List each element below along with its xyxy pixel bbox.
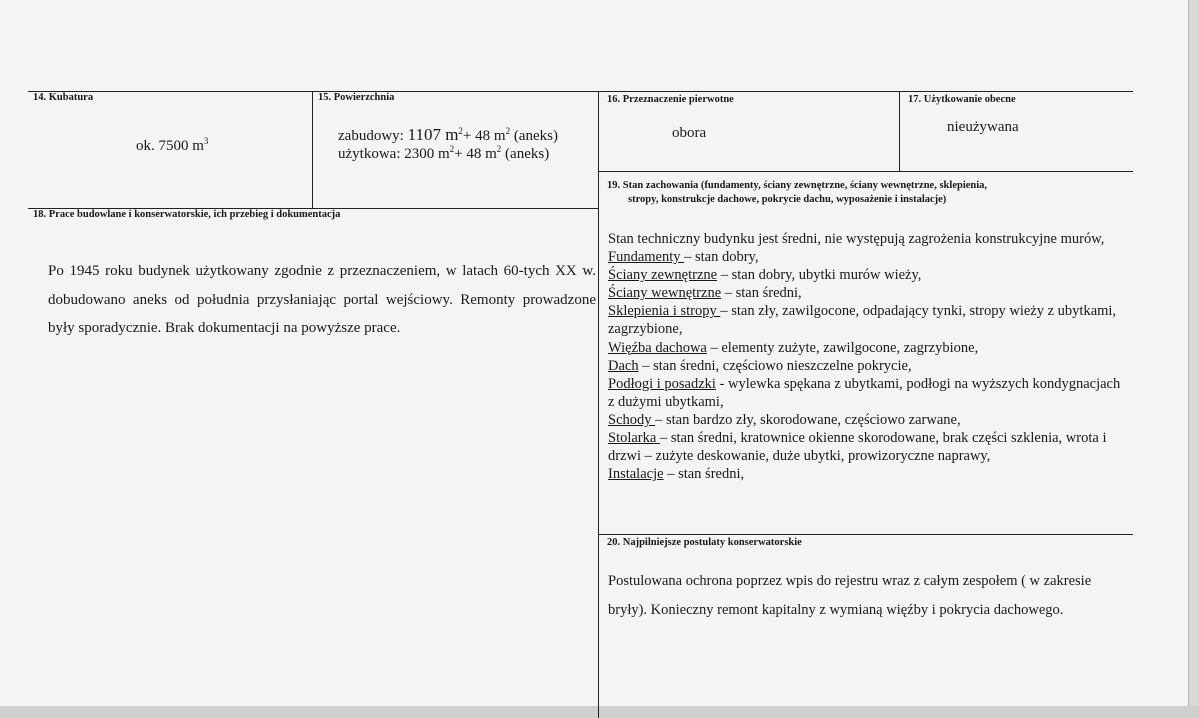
divider-16-17 xyxy=(899,91,900,171)
cubature-value: ok. 7500 $m^3$ xyxy=(136,136,209,154)
condition-label: Podłogi i posadzki xyxy=(608,375,716,392)
condition-item xyxy=(608,266,1128,284)
condition-text: – stan bardzo zły, skorodowane, częściowo zarwane, xyxy=(655,411,961,428)
section-19-title-line1: 19. Stan zachowania (fundamenty, ściany zewnętrzne, ściany wewnętrzne, sklepienia, xyxy=(607,180,988,191)
area-built: zabudowy: 1107 $m^2+ 48$ $m^2$ (aneks) xyxy=(338,125,558,144)
section-19-title xyxy=(607,179,1127,207)
condition-item xyxy=(608,357,1128,375)
conservation-postulates: Postulowana ochrona poprzez wpis do rejestru wraz z całym zespołem ( w zakresie bryły). Konieczny remont kapitalny z wymianą więźby i pokrycia dachowego. xyxy=(608,573,1092,618)
condition-item xyxy=(608,248,1128,266)
condition-text: – stan zły, zawilgocone, odpadający tynki, stropy wieży z ubytkami, zagrzybione, xyxy=(608,303,1117,338)
condition-item xyxy=(608,302,1128,338)
top-rule xyxy=(28,91,1133,92)
rule-above-19 xyxy=(598,171,1133,172)
section-18-title: 18. Prace budowlane i konserwatorskie, ich przebieg i dokumentacja xyxy=(33,209,341,220)
rule-above-20 xyxy=(598,534,1133,535)
condition-label: Ściany wewnętrzne xyxy=(608,285,722,302)
condition-label: Fundamenty xyxy=(608,249,685,266)
condition-text: – stan średni, kratownice okienne skorodowane, brak części szklenia, wrota i drzwi – zużyte deskowanie, duże ubytki, prowizoryczne naprawy, xyxy=(608,430,1107,465)
area-usable: użytkowa: 2300 $m^2+ 48$ $m^2$ (aneks) xyxy=(338,144,550,162)
condition-intro: Stan techniczny budynku jest średni, nie występują zagrożenia konstrukcyjne murów, xyxy=(608,231,1105,247)
condition-label: Dach xyxy=(608,357,639,374)
section-14-title: 14. Kubatura xyxy=(33,92,94,103)
section-17-title: 17. Użytkowanie obecne xyxy=(908,94,1016,105)
condition-label: Schody xyxy=(608,411,656,428)
condition-item xyxy=(608,465,1128,483)
condition-label: Stolarka xyxy=(608,430,660,447)
condition-item xyxy=(608,284,1128,302)
condition-text: – stan dobry, xyxy=(684,249,759,266)
condition-text: – stan dobry, ubytki murów wieży, xyxy=(717,267,922,284)
condition-item xyxy=(608,339,1128,357)
condition-label: Instalacje xyxy=(608,466,664,483)
section-15-title: 15. Powierzchnia xyxy=(318,92,395,103)
condition-label: Ściany zewnętrzne xyxy=(608,267,718,284)
condition-text: - wylewka spękana z ubytkami, podłogi na wyższych kondygnacjach z dużymi ubytkami, xyxy=(608,375,1121,410)
condition-text: – stan średni, częściowo nieszczelne pokrycie, xyxy=(638,357,912,374)
condition-item xyxy=(608,375,1128,411)
condition-list xyxy=(608,230,1128,483)
condition-label: Sklepienia i stropy xyxy=(608,303,721,320)
condition-item xyxy=(608,411,1128,429)
current-use-value: nieużywana xyxy=(947,119,1019,135)
condition-text: – elementy zużyte, zawilgocone, zagrzybione, xyxy=(706,339,979,356)
works-description: Po 1945 roku budynek użytkowany zgodnie z przeznaczeniem, w latach 60-tych XX w. dobudowano aneks od południa przysłaniając portal wejściowy. Remonty prowadzone były sporadycznie. Brak dokumentacji na powyższe prace. xyxy=(48,263,596,336)
section-20-title: 20. Najpilniejsze postulaty konserwatorskie xyxy=(607,537,802,548)
page-bottom-edge xyxy=(0,706,1199,718)
divider-14-15 xyxy=(312,91,313,208)
condition-text: – stan średni, xyxy=(721,285,802,302)
section-19-title-line2: stropy, konstrukcje dachowe, pokrycie dachu, wyposażenie i instalacje) xyxy=(628,194,947,205)
divider-15-16 xyxy=(598,91,599,718)
condition-text: – stan średni, xyxy=(663,466,745,483)
section-16-title: 16. Przeznaczenie pierwotne xyxy=(607,94,734,105)
page-right-edge xyxy=(1188,0,1199,718)
condition-label: Więźba dachowa xyxy=(608,339,707,356)
condition-item xyxy=(608,429,1128,465)
original-purpose-value: obora xyxy=(672,125,707,141)
